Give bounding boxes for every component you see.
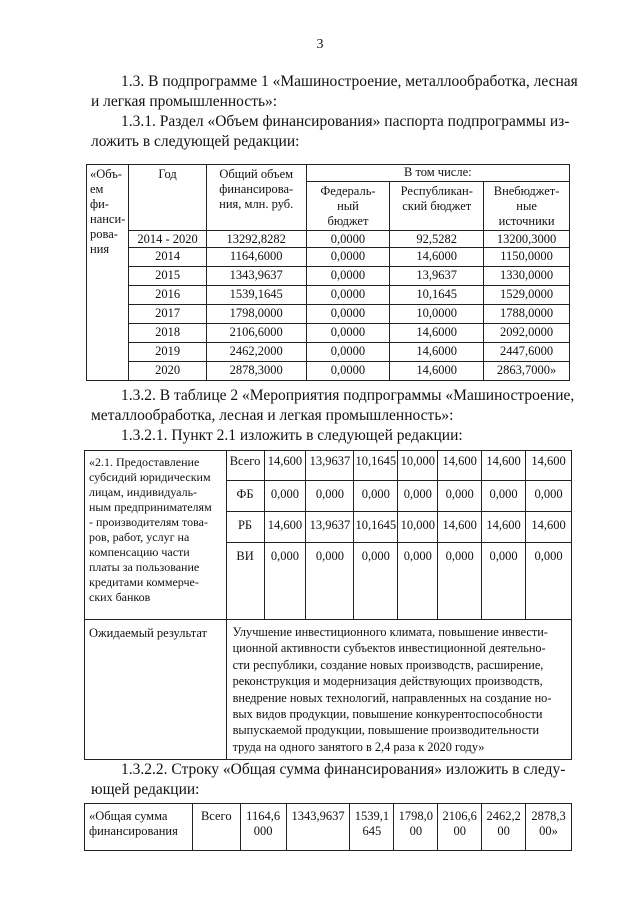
total-value: 2106,6 00 [438, 804, 482, 851]
total-label: Всего [192, 804, 240, 851]
total-financing-label: «Общая сумма финансирования [85, 804, 193, 851]
table-row [85, 620, 572, 760]
table-row: 2016 1539,1645 0,0000 10,1645 1529,0000 [87, 286, 570, 305]
header-republic: Республикан- ский бюджет [390, 182, 484, 231]
expected-result-text: Улучшение инвестиционного климата, повышение инвести- ционной активности субъектов инвестиционной деятельно- сти республики, создание новых производств, расширение, реконструкция и модернизация действующих производств, внедрение новых технологий, направленных на создание но- вых видов продукции, повышение конкурентоспособности выпускаемой продукции, повышение производительности труда на одного занятого в 2,4 раза к 2020 году» [226, 620, 571, 760]
text-line: 1.3.2.2. Строку «Общая сумма финансирования» изложить в следу- [121, 761, 566, 778]
table-row: 2017 1798,0000 0,0000 10,0000 1788,0000 [87, 305, 570, 324]
text-line: 1.3.1. Раздел «Объем финансирования» паспорта подпрограммы из- [121, 113, 570, 130]
table-row: 2018 2106,6000 0,0000 14,6000 2092,0000 [87, 324, 570, 343]
text-line: ющей редакции: [91, 781, 200, 798]
header-extrabudget: Внебюджет- ные источники [484, 182, 570, 231]
table-row: 2020 2878,3000 0,0000 14,6000 2863,7000» [87, 362, 570, 381]
measure-table [84, 450, 572, 760]
measure-description: «2.1. Предоставление субсидий юридическим лицам, индивидуаль- ным предпринимателям - производителям това- ров, работ, услуг на компенсацию части платы за пользование кредитами коммерче- ских банков [85, 451, 227, 620]
text-line: и легкая промышленность»: [91, 93, 278, 110]
page-number: 3 [316, 37, 324, 52]
text-line: металлообработка, лесная и легкая промышленность»: [91, 407, 454, 424]
header-total: Общий объем финансирова- ния, млн. руб. [206, 165, 306, 231]
header-year: Год [129, 165, 207, 231]
total-value: 2462,2 00 [482, 804, 526, 851]
total-value: 2878,3 00» [526, 804, 572, 851]
table-row: ВИ 0,000 0,000 0,000 0,000 0,000 0,000 0,000 [85, 543, 572, 620]
expected-result-label: Ожидаемый результат [85, 620, 227, 760]
header-federal: Федераль- ный бюджет [306, 182, 390, 231]
table-row: ФБ 0,000 0,000 0,000 0,000 0,000 0,000 0,000 [85, 481, 572, 512]
total-value: 1343,9637 [286, 804, 350, 851]
table-row: 2014 1164,6000 0,0000 14,6000 1150,0000 [87, 248, 570, 267]
total-financing-table [84, 803, 572, 851]
financing-table [86, 164, 570, 381]
table-row: 2015 1343,9637 0,0000 13,9637 1330,0000 [87, 267, 570, 286]
table-row: РБ 14,600 13,9637 10,1645 10,000 14,600 14,600 14,600 [85, 512, 572, 543]
text-line: ложить в следующей редакции: [91, 133, 300, 150]
text-line: 1.3.2.1. Пункт 2.1 изложить в следующей редакции: [121, 427, 463, 444]
text-line: 1.3. В подпрограмме 1 «Машиностроение, металлообработка, лесная [121, 73, 578, 90]
total-value: 1539,1 645 [350, 804, 394, 851]
table-row: 2014 - 2020 13292,8282 0,0000 92,5282 13200,3000 [87, 231, 570, 248]
text-line: 1.3.2. В таблице 2 «Мероприятия подпрограммы «Машиностроение, [121, 387, 575, 404]
total-value: 1798,0 00 [394, 804, 438, 851]
table-row: 2019 2462,2000 0,0000 14,6000 2447,6000 [87, 343, 570, 362]
table-row [85, 804, 572, 851]
financing-label: «Объ- ем фи- нанси- рова- ния [87, 165, 129, 381]
header-including: В том числе: [306, 165, 569, 182]
total-value: 1164,6 000 [240, 804, 286, 851]
table-row: «2.1. Предоставление субсидий юридическим лицам, индивидуаль- ным предпринимателям - производителям това- ров, работ, услуг на компенсацию части платы за пользование кредитами коммерче- ских банков Всего 14,600 13,9637 10,1645 10,000 14,600 14,600 14,600 [85, 451, 572, 481]
